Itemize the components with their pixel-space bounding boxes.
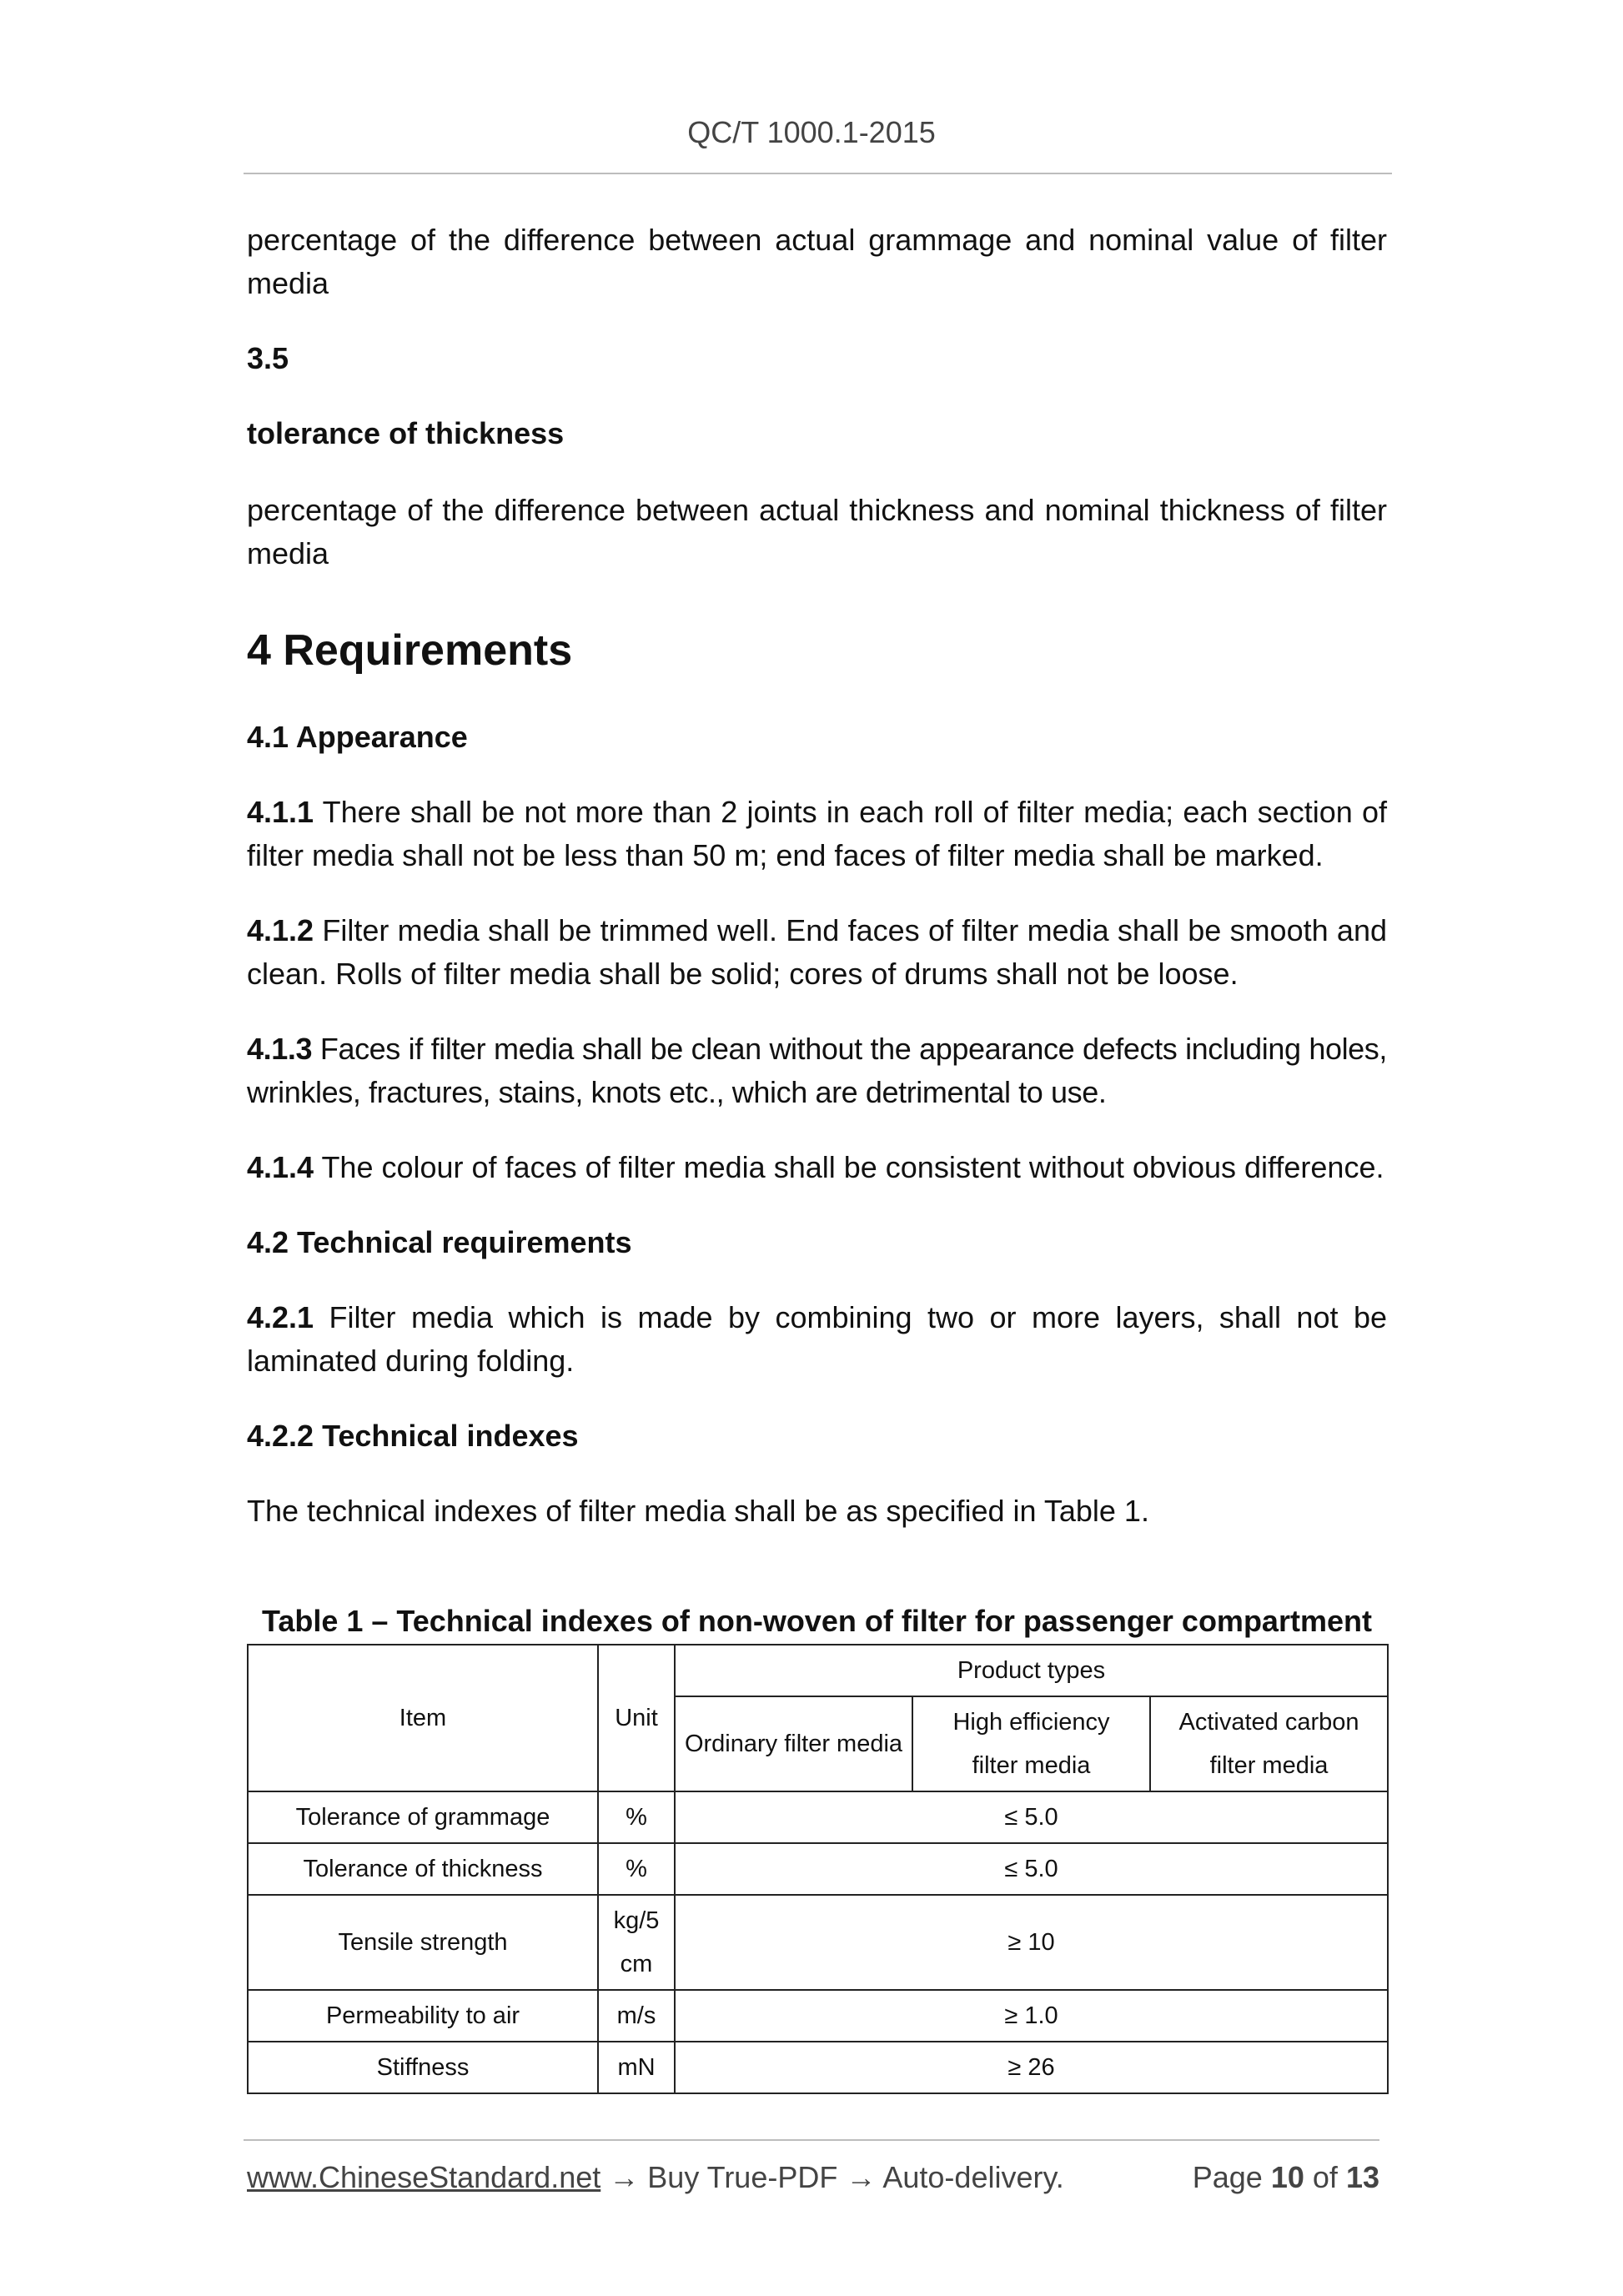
header-product-types: Product types <box>675 1645 1388 1696</box>
page-indicator <box>1193 2158 1379 2197</box>
term-definition: percentage of the difference between actual thickness and nominal thickness of filter media <box>247 493 1387 570</box>
auto-delivery-text: Auto-delivery. <box>882 2160 1064 2194</box>
cell-unit: % <box>598 1843 675 1895</box>
cell-value: ≥ 10 <box>675 1895 1388 1990</box>
intro-paragraph: percentage of the difference between actual grammage and nominal value of filter media <box>247 223 1387 300</box>
header-line: filter media <box>972 1752 1091 1779</box>
header-ordinary-filter-media: Ordinary filter media <box>675 1696 912 1791</box>
clause-text: Filter media which is made by combining two or more layers, shall not be laminated during folding. <box>247 1300 1387 1378</box>
clause-number: 4.1.3 <box>247 1032 313 1066</box>
cell-unit: mN <box>598 2042 675 2093</box>
footer-divider <box>244 2139 1379 2141</box>
arrow-right-icon: → <box>846 2160 877 2194</box>
cell-unit: m/s <box>598 1990 675 2042</box>
clause-text: Filter media shall be trimmed well. End faces of filter media shall be smooth and clean. Rolls of filter media shall be solid; cores of drums shall not be loose. <box>247 913 1387 991</box>
subsection-title-technical-indexes: 4.2.2 Technical indexes <box>247 1419 579 1453</box>
clause-text: Faces if filter media shall be clean without the appearance defects including holes, wrinkles, fractures, stains, knots etc., which are detrimental to use. <box>247 1032 1388 1109</box>
section-heading: 4 Requirements <box>247 626 573 675</box>
header-unit: Unit <box>598 1645 675 1791</box>
clause-number: 4.2.1 <box>247 1300 314 1334</box>
technical-indexes-table <box>247 1644 1389 2094</box>
table-row <box>248 1843 1388 1895</box>
cell-value: ≥ 1.0 <box>675 1990 1388 2042</box>
header-divider <box>244 173 1392 174</box>
of-label: of <box>1312 2160 1338 2194</box>
total-pages: 13 <box>1345 2160 1379 2194</box>
page-label: Page <box>1192 2160 1263 2194</box>
table-row <box>248 1791 1388 1843</box>
table-header-row <box>248 1645 1388 1696</box>
term-title: tolerance of thickness <box>247 416 565 450</box>
clause-number: 4.1.1 <box>247 795 314 829</box>
site-link[interactable]: www.ChineseStandard.net <box>247 2160 601 2194</box>
cell-unit-line: cm <box>620 1951 653 1977</box>
clause-number: 4.1.2 <box>247 913 314 947</box>
header-line: filter media <box>1209 1752 1329 1779</box>
header-line: High efficiency <box>952 1709 1110 1736</box>
cell-value: ≥ 26 <box>675 2042 1388 2093</box>
table-reference-paragraph: The technical indexes of filter media shall be as specified in Table 1. <box>247 1494 1149 1528</box>
header-high-efficiency-filter-media <box>912 1696 1150 1791</box>
cell-value: ≤ 5.0 <box>675 1791 1388 1843</box>
current-page-number: 10 <box>1270 2160 1304 2194</box>
cell-unit <box>598 1895 675 1990</box>
clause-paragraph <box>247 791 1387 877</box>
clause-paragraph <box>247 909 1387 996</box>
clause-text: The colour of faces of filter media shall be consistent without obvious difference. <box>321 1150 1384 1184</box>
subsection-title-technical-requirements: 4.2 Technical requirements <box>247 1225 632 1259</box>
document-body <box>247 219 1387 1533</box>
header-line: Activated carbon <box>1178 1709 1359 1736</box>
clause-paragraph <box>247 1146 1387 1189</box>
cell-unit-line: kg/5 <box>613 1907 660 1934</box>
subsection-title-appearance: 4.1 Appearance <box>247 720 468 754</box>
table-caption: Table 1 – Technical indexes of non-woven of filter for passenger compartment <box>262 1604 1372 1638</box>
clause-paragraph <box>247 1027 1387 1114</box>
term-number: 3.5 <box>247 341 289 375</box>
page-header-standard-code: QC/T 1000.1-2015 <box>687 115 936 149</box>
arrow-right-icon: → <box>609 2160 640 2194</box>
header-activated-carbon-filter-media <box>1150 1696 1388 1791</box>
cell-item: Tolerance of grammage <box>248 1791 598 1843</box>
clause-paragraph <box>247 1296 1387 1383</box>
clause-text: There shall be not more than 2 joints in each roll of filter media; each section of filter media shall not be less than 50 m; end faces of filter media shall be marked. <box>247 795 1387 872</box>
table-row <box>248 1990 1388 2042</box>
table-row <box>248 2042 1388 2093</box>
clause-number: 4.1.4 <box>247 1150 314 1184</box>
buy-true-pdf-text: Buy True-PDF <box>647 2160 838 2194</box>
footer-promo <box>247 2158 1064 2197</box>
table-row <box>248 1895 1388 1990</box>
cell-item: Stiffness <box>248 2042 598 2093</box>
header-item: Item <box>248 1645 598 1791</box>
cell-value: ≤ 5.0 <box>675 1843 1388 1895</box>
cell-item: Tolerance of thickness <box>248 1843 598 1895</box>
cell-item: Tensile strength <box>248 1895 598 1990</box>
cell-unit: % <box>598 1791 675 1843</box>
cell-item: Permeability to air <box>248 1990 598 2042</box>
